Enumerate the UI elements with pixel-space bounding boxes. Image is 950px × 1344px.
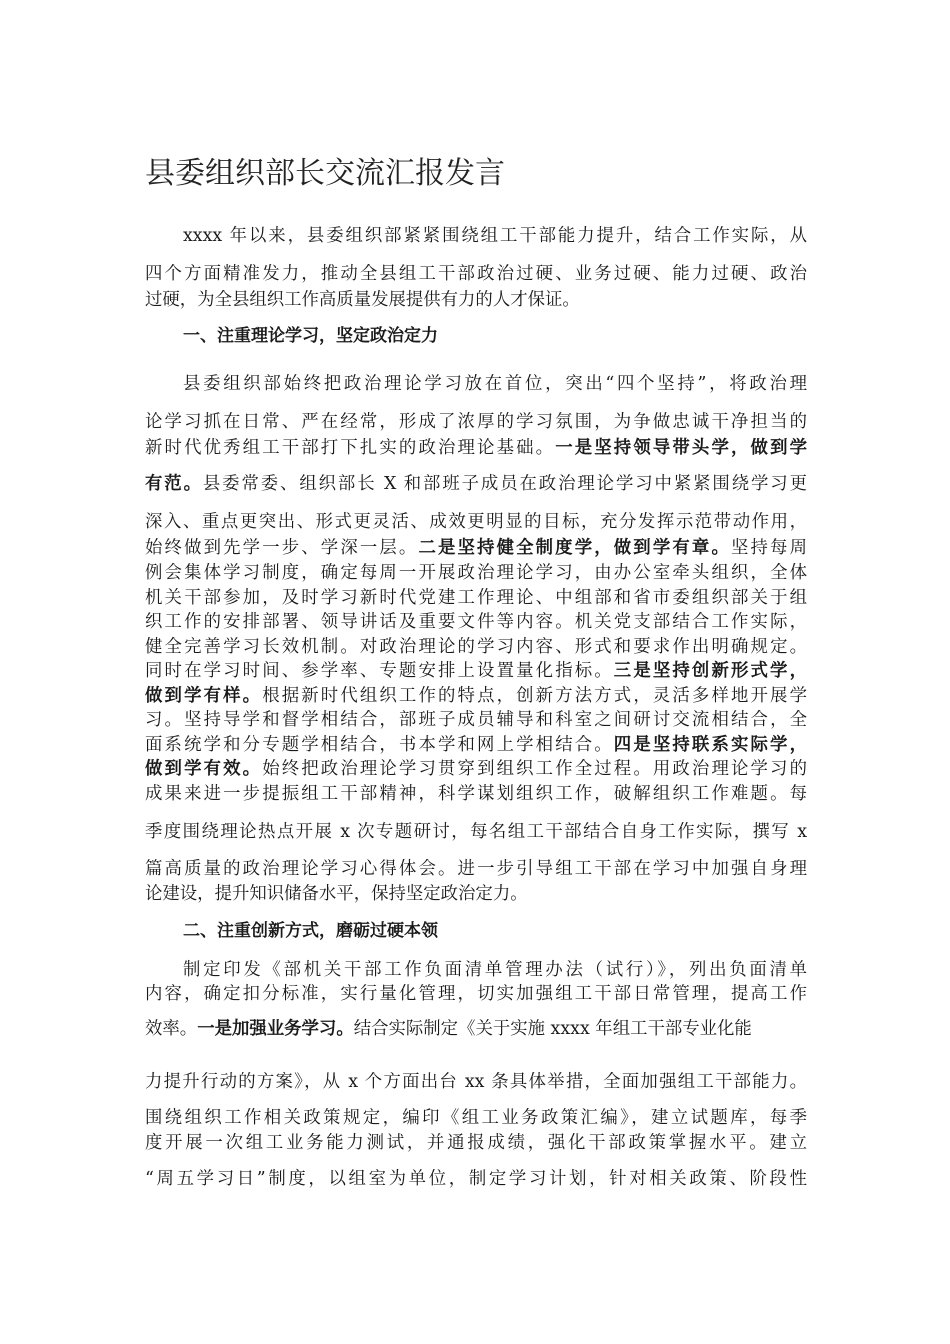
paragraph-line (145, 756, 807, 782)
section-heading: 二、注重创新方式，磨砺过硬本领 (183, 921, 438, 941)
line-text: 效率。 (145, 1019, 198, 1039)
paragraph-line: “周五学习日”制度，以组室为单位，制定学习计划，针对相关政策、阶段性 (145, 1169, 807, 1189)
paragraph-line (145, 1016, 807, 1042)
line-text: 同时在学习时间、参学率、专题安排上设置量化指标。 (145, 661, 614, 681)
line-text: 始终做到先学一步、学深一层。 (145, 538, 419, 558)
line-text: 新时代优秀组工干部打下扎实的政治理论基础。 (145, 438, 556, 458)
section-heading: 一、注重理论学习，坚定政治定力 (183, 326, 438, 346)
paragraph-line: 例会集体学习制度，确定每周一开展政治理论学习，由办公室牵头组织，全体 (145, 563, 807, 583)
emphasis-text: 有范。 (145, 474, 203, 494)
emphasis-text: 做到学有效。 (145, 759, 263, 779)
emphasis-text: 二是坚持健全制度学，做到学有章。 (418, 538, 731, 558)
emphasis-text: 一是坚持领导带头学，做到学 (555, 438, 807, 458)
paragraph-line: 健全完善学习长效机制。对政治理论的学习内容、形式和要求作出明确规定。 (145, 637, 807, 657)
paragraph-line (145, 732, 807, 758)
line-text: 结合实际制定《关于实施 xxxx 年组工干部专业化能 (353, 1019, 752, 1039)
paragraph-line: 深入、重点更突出、形式更灵活、成效更明显的目标，充分发挥示范带动作用， (145, 512, 807, 532)
emphasis-text: 做到学有样。 (145, 686, 263, 706)
emphasis-text: 一是加强业务学习。 (197, 1019, 354, 1039)
paragraph-line: 论建设，提升知识储备水平，保持坚定政治定力。 (145, 884, 528, 904)
paragraph-line (145, 471, 807, 497)
paragraph-line: 季度围绕理论热点开展 x 次专题研讨，每名组工干部结合自身工作实际，撰写 x (145, 822, 807, 842)
line-text: 始终把政治理论学习贯穿到组织工作全过程。用政治理论学习的 (262, 759, 807, 779)
paragraph-line: xxxx 年以来，县委组织部紧紧围绕组工干部能力提升，结合工作实际，从 (183, 226, 807, 246)
line-text: 县委常委、组织部长 X 和部班子成员在政治理论学习中紧紧围绕学习更 (202, 474, 807, 494)
page-title: 县委组织部长交流汇报发言 (145, 156, 505, 191)
paragraph-line: 机关干部参加，及时学习新时代党建工作理论、中组部和省市委组织部关于组 (145, 588, 807, 608)
paragraph-line: 论学习抓在日常、严在经常，形成了浓厚的学习氛围，为争做忠诚干净担当的 (145, 412, 807, 432)
paragraph-line: 四个方面精准发力，推动全县组工干部政治过硬、业务过硬、能力过硬、政治 (145, 264, 807, 284)
paragraph-line: 内容，确定扣分标准，实行量化管理，切实加强组工干部日常管理，提高工作 (145, 984, 807, 1004)
paragraph-line: 成果来进一步提振组工干部精神，科学谋划组织工作，破解组织工作难题。每 (145, 784, 807, 804)
emphasis-text: 四是坚持联系实际学， (613, 735, 807, 755)
emphasis-text: 三是坚持创新形式学， (613, 661, 807, 681)
paragraph-line: 度开展一次组工业务能力测试，并通报成绩，强化干部政策掌握水平。建立 (145, 1133, 807, 1153)
paragraph-line: 制定印发《部机关干部工作负面清单管理办法（试行）》，列出负面清单 (183, 960, 807, 980)
paragraph-line: 力提升行动的方案》，从 x 个方面出台 xx 条具体举措，全面加强组工干部能力。 (145, 1072, 807, 1092)
paragraph-line: 过硬，为全县组织工作高质量发展提供有力的人才保证。 (145, 290, 580, 310)
paragraph-line (145, 535, 807, 561)
line-text: 坚持每周 (730, 538, 807, 558)
line-text: 根据新时代组织工作的特点，创新方法方式，灵活多样地开展学 (262, 686, 807, 706)
line-text: 面系统学和分专题学相结合，书本学和网上学相结合。 (145, 735, 614, 755)
paragraph-line (145, 683, 807, 709)
paragraph-line: 织工作的安排部署、领导讲话及重要文件等内容。机关党支部结合工作实际， (145, 612, 807, 632)
paragraph-line: 围绕组织工作相关政策规定，编印《组工业务政策汇编》，建立试题库，每季 (145, 1108, 807, 1128)
paragraph-line (145, 435, 807, 461)
paragraph-line: 习。坚持导学和督学相结合，部班子成员辅导和科室之间研讨交流相结合，全 (145, 710, 807, 730)
paragraph-line: 县委组织部始终把政治理论学习放在首位，突出“四个坚持”，将政治理 (183, 374, 807, 394)
paragraph-line (145, 658, 807, 684)
paragraph-line: 篇高质量的政治理论学习心得体会。进一步引导组工干部在学习中加强自身理 (145, 859, 807, 879)
